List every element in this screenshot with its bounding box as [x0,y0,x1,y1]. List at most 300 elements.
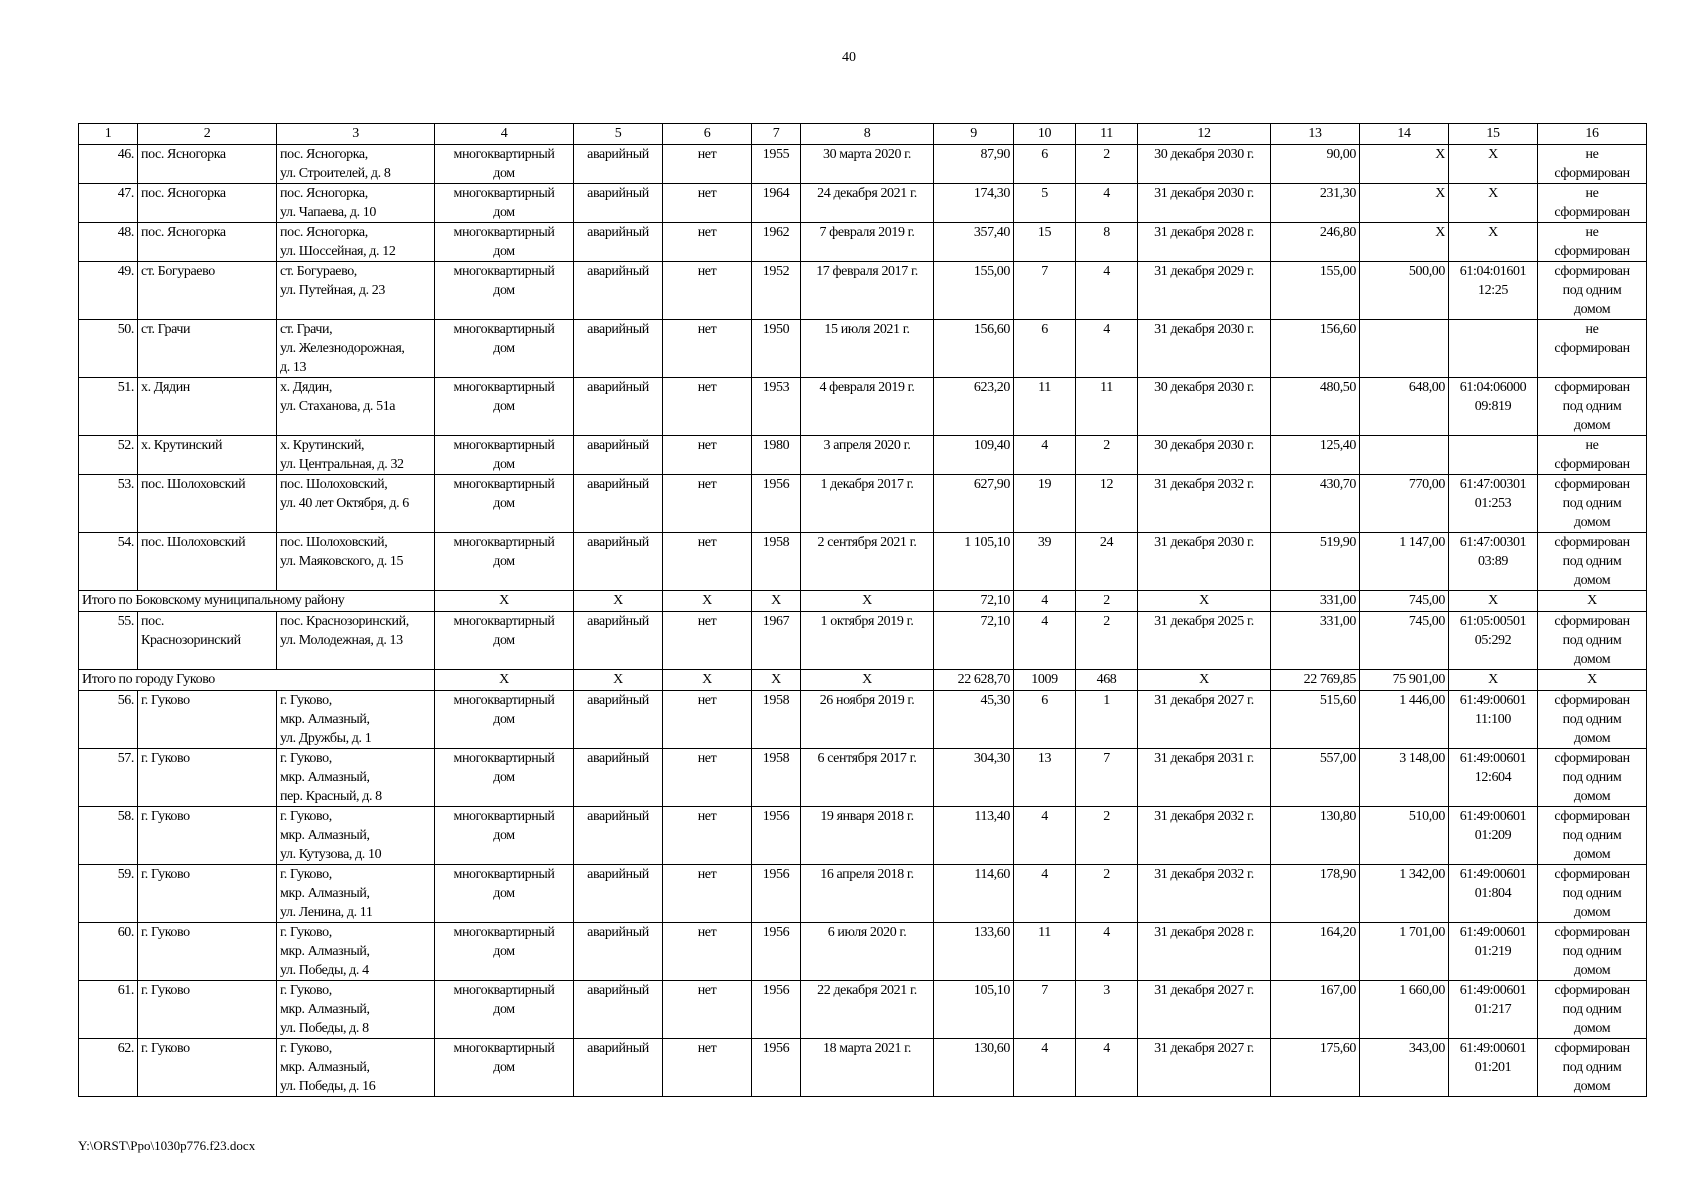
address-cell [277,691,435,749]
cell-line: многоквартирный [453,147,555,162]
subtotal-label: Итого по Боковскому муниципальному району [79,591,435,612]
land-status-cell [1538,533,1647,591]
cell-line: домом [1573,418,1611,433]
cadastre-cell [1449,436,1538,475]
cell-line: сформирован [1554,341,1630,356]
cell-line: дом [493,770,515,785]
settlement-cell [138,475,277,533]
cadastre-cell [1449,533,1538,591]
land-status-cell [1538,612,1647,670]
cell-line: г. Гуково [141,867,190,882]
recognition-date-cell: 2 сентября 2021 г. [801,533,934,591]
cell-line: под одним [1562,886,1622,901]
cell-line: 61:49:00601 [1459,809,1527,824]
deadline-cell: 31 декабря 2032 г. [1138,865,1271,923]
cell-line: пос. Шолоховский, [280,477,388,492]
table-row [79,184,1647,223]
residents-cell: 39 [1014,533,1076,591]
subtotal-c13-cell: 22 769,85 [1271,670,1360,691]
cell-line: дом [493,633,515,648]
address-cell [277,1039,435,1097]
cell-line: под одним [1562,496,1622,511]
column-14-cell: 3 148,00 [1360,749,1449,807]
building-type-cell [435,923,574,981]
cell-line: 01:804 [1474,886,1512,901]
settlement-cell [138,807,277,865]
table-row [79,223,1647,262]
row-number-cell: 48. [79,223,138,262]
units-cell: 4 [1076,320,1138,378]
cadastre-cell [1449,223,1538,262]
subtotal-c5-cell: Х [574,670,663,691]
cell-line: многоквартирный [453,614,555,629]
residents-cell: 4 [1014,865,1076,923]
column-13-cell: 480,50 [1271,378,1360,436]
cell-line: домом [1573,905,1611,920]
area-cell: 72,10 [934,612,1014,670]
year-cell: 1952 [752,262,801,320]
address-cell [277,923,435,981]
units-cell: 4 [1076,923,1138,981]
cell-line: 01:219 [1474,944,1512,959]
cell-line: многоквартирный [453,693,555,708]
cadastre-cell [1449,691,1538,749]
residents-cell: 4 [1014,1039,1076,1097]
row-number-cell: 57. [79,749,138,807]
cell-line: дом [493,399,515,414]
column-number-row [79,124,1647,145]
recognition-date-cell: 6 июля 2020 г. [801,923,934,981]
cell-line: дом [493,205,515,220]
table-row [79,865,1647,923]
cadastre-cell [1449,184,1538,223]
row-number-cell: 51. [79,378,138,436]
cell-line: под одним [1562,554,1622,569]
condition-cell: аварийный [574,223,663,262]
cell-line: 12:604 [1474,770,1512,785]
column-13-cell: 515,60 [1271,691,1360,749]
row-number-cell: 55. [79,612,138,670]
residents-cell: 11 [1014,378,1076,436]
cell-line: под одним [1562,633,1622,648]
table-row [79,436,1647,475]
cell-line: домом [1573,731,1611,746]
address-cell [277,807,435,865]
address-cell [277,749,435,807]
cell-line: 05:292 [1474,633,1512,648]
flag-cell: нет [663,145,752,184]
table-row [79,691,1647,749]
cell-line: мкр. Алмазный, [280,770,370,785]
area-cell: 174,30 [934,184,1014,223]
cell-line: многоквартирный [453,264,555,279]
cell-line: д. 13 [280,360,307,375]
address-cell [277,533,435,591]
cell-line: г. Гуково [141,751,190,766]
flag-cell: нет [663,262,752,320]
year-cell: 1953 [752,378,801,436]
cell-line: сформирован [1554,983,1630,998]
deadline-cell: 30 декабря 2030 г. [1138,145,1271,184]
address-cell [277,865,435,923]
land-status-cell [1538,223,1647,262]
subtotal-units-cell: 2 [1076,591,1138,612]
cell-line: 61:04:06000 [1459,380,1527,395]
recognition-date-cell: 6 сентября 2017 г. [801,749,934,807]
column-14-cell: 745,00 [1360,612,1449,670]
column-14-cell: Х [1360,223,1449,262]
units-cell: 24 [1076,533,1138,591]
cell-line: пос. Ясногорка, [280,147,368,162]
cell-line: Х [1488,186,1498,201]
address-cell [277,145,435,184]
cell-line: многоквартирный [453,438,555,453]
cell-line: ул. Строителей, д. 8 [280,166,391,181]
table-row [79,320,1647,378]
column-header: 8 [801,124,934,145]
subtotal-units-cell: 468 [1076,670,1138,691]
column-13-cell: 331,00 [1271,612,1360,670]
cell-line: под одним [1562,770,1622,785]
cell-line: ст. Грачи [141,322,191,337]
cell-line: пос. Краснозоринский, [280,614,409,629]
area-cell: 155,00 [934,262,1014,320]
cell-line: дом [493,554,515,569]
column-14-cell: 770,00 [1360,475,1449,533]
cell-line: г. Гуково [141,809,190,824]
cell-line: х. Крутинский [141,438,223,453]
column-14-cell: 343,00 [1360,1039,1449,1097]
cell-line: дом [493,1002,515,1017]
cell-line: многоквартирный [453,225,555,240]
cell-line: многоквартирный [453,535,555,550]
cell-line: мкр. Алмазный, [280,1060,370,1075]
cell-line: дом [493,283,515,298]
column-13-cell: 167,00 [1271,981,1360,1039]
deadline-cell: 31 декабря 2031 г. [1138,749,1271,807]
cell-line: 61:47:00301 [1459,477,1527,492]
cell-line: многоквартирный [453,477,555,492]
condition-cell: аварийный [574,262,663,320]
cell-line: не [1585,322,1599,337]
cell-line: г. Гуково, [280,925,332,940]
settlement-cell [138,145,277,184]
deadline-cell: 31 декабря 2030 г. [1138,320,1271,378]
column-header: 1 [79,124,138,145]
cell-line: г. Гуково [141,983,190,998]
recognition-date-cell: 1 декабря 2017 г. [801,475,934,533]
residents-cell: 11 [1014,923,1076,981]
column-14-cell: 1 342,00 [1360,865,1449,923]
land-status-cell [1538,184,1647,223]
subtotal-c4-cell: Х [435,591,574,612]
column-header: 9 [934,124,1014,145]
row-number-cell: 56. [79,691,138,749]
settlement-cell [138,320,277,378]
deadline-cell: 30 декабря 2030 г. [1138,378,1271,436]
cell-line: многоквартирный [453,1041,555,1056]
deadline-cell: 30 декабря 2030 г. [1138,436,1271,475]
address-cell [277,475,435,533]
subtotal-c7-cell: Х [752,670,801,691]
area-cell: 114,60 [934,865,1014,923]
subtotal-c7-cell: Х [752,591,801,612]
cell-line: мкр. Алмазный, [280,1002,370,1017]
cell-line: сформирован [1554,535,1630,550]
cell-line: 03:89 [1478,554,1508,569]
cell-line: сформирован [1554,809,1630,824]
cell-line: ст. Богураево, [280,264,357,279]
condition-cell: аварийный [574,865,663,923]
year-cell: 1980 [752,436,801,475]
cell-line: г. Гуково [141,1041,190,1056]
units-cell: 2 [1076,612,1138,670]
recognition-date-cell: 30 марта 2020 г. [801,145,934,184]
flag-cell: нет [663,475,752,533]
table-row [79,981,1647,1039]
settlement-cell [138,262,277,320]
subtotal-label: Итого по городу Гуково [79,670,435,691]
area-cell: 109,40 [934,436,1014,475]
residents-cell: 6 [1014,691,1076,749]
area-cell: 105,10 [934,981,1014,1039]
cadastre-cell [1449,378,1538,436]
cell-line: домом [1573,1079,1611,1094]
recognition-date-cell: 24 декабря 2021 г. [801,184,934,223]
table-row [79,749,1647,807]
residents-cell: 7 [1014,262,1076,320]
deadline-cell: 31 декабря 2029 г. [1138,262,1271,320]
row-number-cell: 60. [79,923,138,981]
units-cell: 3 [1076,981,1138,1039]
cell-line: ул. Победы, д. 4 [280,963,369,978]
cadastre-cell [1449,1039,1538,1097]
subtotal-c6-cell: Х [663,670,752,691]
condition-cell: аварийный [574,1039,663,1097]
year-cell: 1950 [752,320,801,378]
land-status-cell [1538,981,1647,1039]
cell-line: сформирован [1554,457,1630,472]
recognition-date-cell: 18 марта 2021 г. [801,1039,934,1097]
cell-line: сформирован [1554,925,1630,940]
address-cell [277,436,435,475]
land-status-cell [1538,378,1647,436]
cell-line: мкр. Алмазный, [280,944,370,959]
cell-line: Х [1488,225,1498,240]
cell-line: дом [493,244,515,259]
cell-line: г. Гуково, [280,1041,332,1056]
cadastre-cell [1449,749,1538,807]
cell-line: ул. Победы, д. 16 [280,1079,376,1094]
flag-cell: нет [663,436,752,475]
flag-cell: нет [663,691,752,749]
column-13-cell: 164,20 [1271,923,1360,981]
cell-line: 61:49:00601 [1459,867,1527,882]
column-13-cell: 430,70 [1271,475,1360,533]
cell-line: 61:49:00601 [1459,693,1527,708]
column-header: 13 [1271,124,1360,145]
deadline-cell: 31 декабря 2030 г. [1138,184,1271,223]
units-cell: 1 [1076,691,1138,749]
flag-cell: нет [663,923,752,981]
settlement-cell [138,923,277,981]
cell-line: многоквартирный [453,925,555,940]
cell-line: 61:49:00601 [1459,983,1527,998]
condition-cell: аварийный [574,145,663,184]
area-cell: 357,40 [934,223,1014,262]
cell-line: сформирован [1554,205,1630,220]
footer-file-path: Y:\ORST\Ppo\1030p776.f23.docx [78,1138,256,1153]
land-status-cell [1538,262,1647,320]
cell-line: под одним [1562,399,1622,414]
column-header: 2 [138,124,277,145]
cell-line: 11:100 [1475,712,1511,727]
building-type-cell [435,749,574,807]
cell-line: под одним [1562,828,1622,843]
cell-line: сформирован [1554,693,1630,708]
cell-line: мкр. Алмазный, [280,886,370,901]
deadline-cell: 31 декабря 2025 г. [1138,612,1271,670]
subtotal-c12-cell: Х [1138,670,1271,691]
column-header: 3 [277,124,435,145]
subtotal-area-cell: 22 628,70 [934,670,1014,691]
cell-line: дом [493,496,515,511]
row-number-cell: 52. [79,436,138,475]
cell-line: сформирован [1554,166,1630,181]
cell-line: ул. Ленина, д. 11 [280,905,373,920]
cell-line: домом [1573,963,1611,978]
cadastre-cell [1449,320,1538,378]
table-row [79,145,1647,184]
cell-line: сформирован [1554,1041,1630,1056]
flag-cell: нет [663,865,752,923]
cadastre-cell [1449,923,1538,981]
cadastre-cell [1449,612,1538,670]
condition-cell: аварийный [574,533,663,591]
column-13-cell: 155,00 [1271,262,1360,320]
cell-line: домом [1573,573,1611,588]
residents-cell: 15 [1014,223,1076,262]
cell-line: ст. Грачи, [280,322,333,337]
cell-line: под одним [1562,712,1622,727]
units-cell: 4 [1076,184,1138,223]
deadline-cell: 31 декабря 2032 г. [1138,807,1271,865]
housing-registry-table [78,123,1647,1097]
cell-line: домом [1573,1021,1611,1036]
cell-line: х. Дядин [141,380,190,395]
residents-cell: 5 [1014,184,1076,223]
residents-cell: 6 [1014,320,1076,378]
column-13-cell: 125,40 [1271,436,1360,475]
cell-line: домом [1573,652,1611,667]
flag-cell: нет [663,320,752,378]
column-13-cell: 557,00 [1271,749,1360,807]
cell-line: не [1585,438,1599,453]
cell-line: 61:49:00601 [1459,751,1527,766]
table-row [79,262,1647,320]
building-type-cell [435,262,574,320]
settlement-cell [138,436,277,475]
residents-cell: 4 [1014,807,1076,865]
cell-line: домом [1573,847,1611,862]
units-cell: 2 [1076,145,1138,184]
cell-line: Краснозоринский [141,633,241,648]
column-14-cell: 1 701,00 [1360,923,1449,981]
land-status-cell [1538,807,1647,865]
table-row [79,923,1647,981]
subtotal-c16-cell: Х [1538,591,1647,612]
land-status-cell [1538,436,1647,475]
year-cell: 1956 [752,981,801,1039]
year-cell: 1958 [752,691,801,749]
land-status-cell [1538,923,1647,981]
cadastre-cell [1449,145,1538,184]
subtotal-c14-cell: 75 901,00 [1360,670,1449,691]
column-14-cell: 1 446,00 [1360,691,1449,749]
subtotal-row [79,591,1647,612]
cell-line: мкр. Алмазный, [280,828,370,843]
column-14-cell: Х [1360,145,1449,184]
cell-line: ул. 40 лет Октября, д. 6 [280,496,409,511]
cell-line: 01:217 [1474,1002,1512,1017]
condition-cell: аварийный [574,923,663,981]
row-number-cell: 53. [79,475,138,533]
condition-cell: аварийный [574,691,663,749]
cell-line: пос. Ясногорка [141,186,226,201]
land-status-cell [1538,475,1647,533]
units-cell: 2 [1076,436,1138,475]
cell-line: дом [493,712,515,727]
column-header: 15 [1449,124,1538,145]
cell-line: пос. Ясногорка [141,147,226,162]
cell-line: дом [493,944,515,959]
flag-cell: нет [663,749,752,807]
settlement-cell [138,749,277,807]
residents-cell: 6 [1014,145,1076,184]
cell-line: дом [493,341,515,356]
subtotal-area-cell: 72,10 [934,591,1014,612]
recognition-date-cell: 26 ноября 2019 г. [801,691,934,749]
cell-line: 61:49:00601 [1459,1041,1527,1056]
year-cell: 1956 [752,1039,801,1097]
building-type-cell [435,378,574,436]
cell-line: Х [1488,147,1498,162]
flag-cell: нет [663,533,752,591]
column-14-cell: 1 147,00 [1360,533,1449,591]
cadastre-cell [1449,262,1538,320]
cell-line: г. Гуково [141,925,190,940]
cell-line: пос. Ясногорка, [280,186,368,201]
settlement-cell [138,223,277,262]
row-number-cell: 62. [79,1039,138,1097]
cell-line: ул. Путейная, д. 23 [280,283,385,298]
subtotal-row [79,670,1647,691]
building-type-cell [435,320,574,378]
units-cell: 4 [1076,262,1138,320]
cell-line: сформирован [1554,477,1630,492]
year-cell: 1956 [752,923,801,981]
table-row [79,475,1647,533]
column-header: 14 [1360,124,1449,145]
residents-cell: 7 [1014,981,1076,1039]
cell-line: дом [493,828,515,843]
cell-line: х. Крутинский, [280,438,365,453]
settlement-cell [138,981,277,1039]
deadline-cell: 31 декабря 2027 г. [1138,981,1271,1039]
units-cell: 11 [1076,378,1138,436]
land-status-cell [1538,320,1647,378]
land-status-cell [1538,1039,1647,1097]
